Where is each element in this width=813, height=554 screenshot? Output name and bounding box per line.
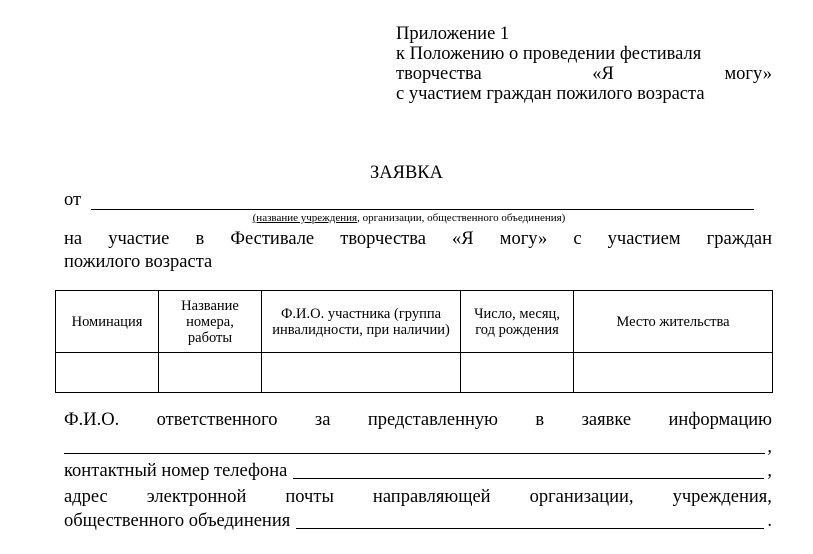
- phone-end: ,: [767, 461, 772, 481]
- intro-word: граждан: [706, 229, 772, 249]
- intro-line-2: пожилого возраста: [64, 252, 213, 272]
- email-word: направляющей: [372, 487, 491, 507]
- intro-word: с: [573, 229, 582, 249]
- email-word: организации,: [529, 487, 634, 507]
- phone-blank-line[interactable]: [293, 460, 764, 479]
- header-number-title: Название номера, работы: [159, 291, 262, 353]
- responsible-word: за: [314, 410, 331, 430]
- email-line: [64, 481, 772, 507]
- org-end: .: [767, 511, 772, 531]
- responsible-word: в: [535, 410, 545, 430]
- intro-word: могу»: [499, 229, 548, 249]
- appendix-word: творчества: [396, 64, 482, 84]
- from-caption-underlined: (название учреждения: [252, 212, 358, 224]
- appendix-word: могу»: [724, 64, 772, 84]
- from-blank-line[interactable]: [91, 209, 754, 210]
- appendix-line-1: Приложение 1: [396, 24, 510, 44]
- appendix-block: [396, 24, 772, 104]
- appendix-line-3: [396, 64, 772, 84]
- intro-word: творчества: [340, 229, 426, 249]
- responsible-word: заявке: [581, 410, 632, 430]
- responsible-blank-line[interactable]: [64, 435, 765, 454]
- intro-paragraph: [64, 229, 772, 274]
- cell-nomination[interactable]: [56, 353, 159, 393]
- intro-line-1: [64, 229, 772, 254]
- phone-label: контактный номер телефона: [64, 461, 288, 481]
- intro-word: участие: [108, 229, 170, 249]
- email-word: адрес: [64, 487, 108, 507]
- email-word: электронной: [146, 487, 247, 507]
- responsible-line-end: ,: [767, 437, 772, 457]
- appendix-word: «Я: [592, 64, 614, 84]
- intro-word: «Я: [452, 229, 474, 249]
- from-caption: [64, 212, 754, 224]
- org-row: [64, 507, 772, 531]
- phone-row: [64, 457, 772, 481]
- from-row: [64, 190, 754, 212]
- from-caption-rest: , организации, общественного объединения): [357, 212, 566, 224]
- cell-number-title[interactable]: [159, 353, 262, 393]
- appendix-line-2: к Положению о проведении фестиваля: [396, 44, 702, 64]
- responsible-section: [64, 410, 772, 531]
- intro-word: в: [195, 229, 205, 249]
- responsible-word: Ф.И.О.: [64, 410, 120, 430]
- email-word: почты: [285, 487, 334, 507]
- intro-word: на: [64, 229, 83, 249]
- responsible-word: ответственного: [156, 410, 278, 430]
- responsible-line-1: [64, 410, 772, 435]
- cell-participant-name[interactable]: [262, 353, 461, 393]
- page-title: ЗАЯВКА: [369, 163, 443, 183]
- header-birth-date: Число, месяц, год рождения: [461, 291, 574, 353]
- from-label: от: [64, 190, 82, 210]
- application-table: [55, 290, 773, 393]
- responsible-word: информацию: [668, 410, 772, 430]
- header-residence: Место жительства: [574, 291, 773, 353]
- header-participant-name: Ф.И.О. участника (группа инвалидности, при наличии): [262, 291, 461, 353]
- table-row: [56, 353, 773, 393]
- intro-word: участием: [607, 229, 681, 249]
- table-header-row: [56, 291, 773, 353]
- email-word: учреждения,: [672, 487, 772, 507]
- cell-birth-date[interactable]: [461, 353, 574, 393]
- responsible-word: представленную: [367, 410, 498, 430]
- org-blank-line[interactable]: [296, 510, 764, 529]
- cell-residence[interactable]: [574, 353, 773, 393]
- appendix-line-4: с участием граждан пожилого возраста: [396, 84, 705, 104]
- intro-word: Фестивале: [230, 229, 315, 249]
- org-label: общественного объединения: [64, 511, 291, 531]
- header-nomination: Номинация: [56, 291, 159, 353]
- responsible-fill-row: [64, 435, 772, 457]
